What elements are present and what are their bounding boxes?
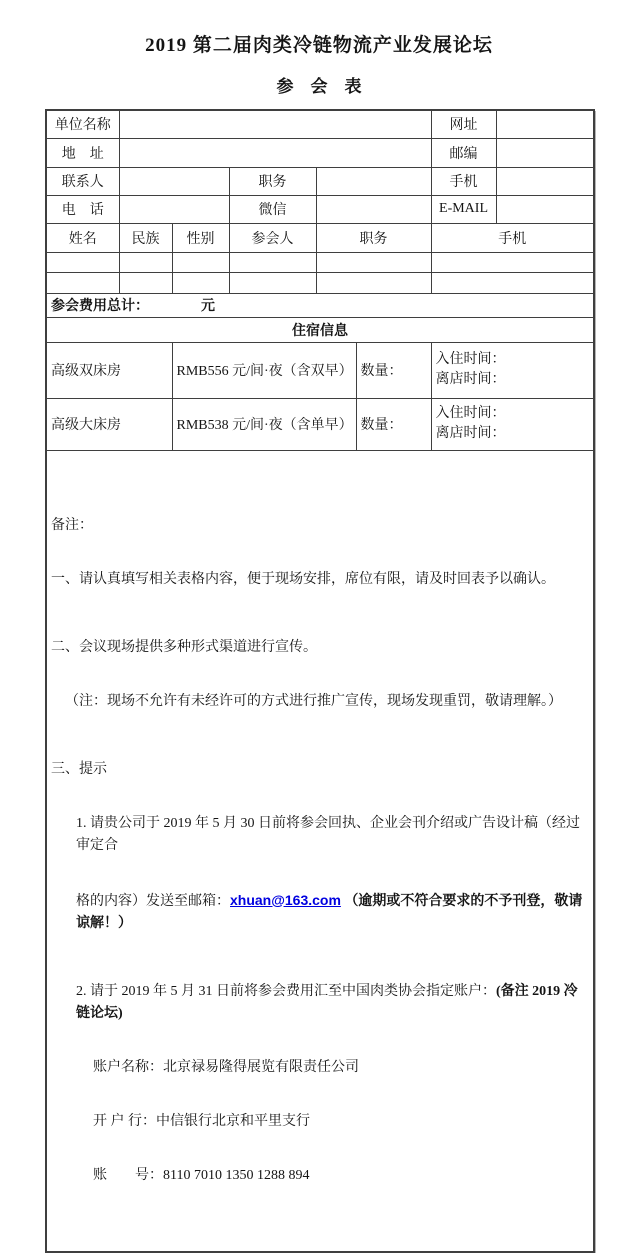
room-twin-checkin-label: 入住时间：	[435, 352, 506, 367]
registration-form-table	[45, 109, 595, 1253]
tip-2-remark: (备注 2019 冷链论坛)	[76, 983, 578, 1021]
tip-1-line-1: 1. 请贵公司于 2019 年 5 月 30 日前将参会回执、企业会刊介绍或广告设计稿（经过审定合	[76, 815, 580, 853]
attendee-header-name: 姓名	[46, 223, 119, 252]
page-subtitle: 参 会 表	[276, 77, 362, 96]
contact-person-input[interactable]	[119, 167, 229, 195]
submission-email-link[interactable]: xhuan@163.com	[230, 891, 341, 908]
attendee1-gender-input[interactable]	[172, 252, 229, 272]
zip-label: 邮编	[431, 138, 496, 167]
row-address	[46, 138, 594, 167]
address-label: 地 址	[46, 138, 119, 167]
room-row-twin	[46, 342, 594, 398]
room-row-king	[46, 398, 594, 450]
email-input[interactable]	[496, 195, 594, 223]
zip-input[interactable]	[496, 138, 594, 167]
fee-total-label: 参会费用总计：	[51, 299, 149, 314]
lodging-header-row	[46, 317, 594, 342]
mobile-label: 手机	[431, 167, 496, 195]
company-label: 单位名称	[46, 110, 119, 138]
website-label: 网址	[431, 110, 496, 138]
notes-row	[46, 450, 594, 1252]
contact-label: 联系人	[46, 167, 119, 195]
attendee2-attendee-input[interactable]	[229, 272, 316, 293]
lodging-section-title: 住宿信息	[46, 317, 594, 342]
attendee2-mobile-input[interactable]	[431, 272, 594, 293]
company-name-input[interactable]	[119, 110, 431, 138]
room-king-type: 高级大床房	[46, 398, 172, 450]
attendee-header-mobile: 手机	[431, 223, 594, 252]
tip-2-line	[51, 981, 589, 1025]
attendee-header-row	[46, 223, 594, 252]
attendee-row-2	[46, 272, 594, 293]
wechat-input[interactable]	[316, 195, 431, 223]
room-king-checkout-label: 离店时间：	[435, 426, 506, 441]
attendee-row-1	[46, 252, 594, 272]
row-contact	[46, 167, 594, 195]
notes-heading: 备注：	[51, 517, 93, 533]
attendee-header-position: 职务	[316, 223, 431, 252]
note-item-3: 三、提示	[51, 761, 107, 777]
address-input[interactable]	[119, 138, 431, 167]
room-twin-type: 高级双床房	[46, 342, 172, 398]
room-king-qty-input[interactable]: 数量：	[356, 398, 431, 450]
attendee-header-ethnicity: 民族	[119, 223, 172, 252]
attendee1-ethnicity-input[interactable]	[119, 252, 172, 272]
tip-2-prefix: 2. 请于 2019 年 5 月 31 日前将参会费用汇至中国肉类协会指定账户：	[76, 983, 496, 999]
note-item-1: 一、请认真填写相关表格内容，便于现场安排，席位有限，请及时回表予以确认。	[51, 571, 555, 587]
attendee2-ethnicity-input[interactable]	[119, 272, 172, 293]
bank-account-name: 账户名称：北京禄易隆得展览有限责任公司	[93, 1059, 359, 1075]
row-company	[46, 110, 594, 138]
page-title: 2019 第二届肉类冷链物流产业发展论坛	[145, 35, 493, 56]
room-twin-stay-input[interactable]	[431, 342, 594, 398]
phone-label: 电 话	[46, 195, 119, 223]
website-input[interactable]	[496, 110, 594, 138]
attendee1-position-input[interactable]	[316, 252, 431, 272]
tip-1-line-2-warning: （逾期或不符合要求的不予刊登，敬请谅解！）	[76, 893, 583, 931]
bank-account-number: 账 号：8110 7010 1350 1288 894	[93, 1167, 310, 1183]
contact-mobile-input[interactable]	[496, 167, 594, 195]
room-twin-qty-input[interactable]: 数量：	[356, 342, 431, 398]
note-item-2-sub: （注：现场不允许有未经许可的方式进行推广宣传，现场发现重罚，敬请理解。）	[65, 693, 562, 709]
email-label: E-MAIL	[431, 195, 496, 223]
wechat-label: 微信	[229, 195, 316, 223]
position-label: 职务	[229, 167, 316, 195]
attendee-header-attendee: 参会人	[229, 223, 316, 252]
attendee-header-gender: 性别	[172, 223, 229, 252]
attendee1-mobile-input[interactable]	[431, 252, 594, 272]
room-king-checkin-label: 入住时间：	[435, 406, 506, 421]
contact-position-input[interactable]	[316, 167, 431, 195]
attendee2-position-input[interactable]	[316, 272, 431, 293]
attendee1-attendee-input[interactable]	[229, 252, 316, 272]
attendee2-gender-input[interactable]	[172, 272, 229, 293]
room-king-price: RMB538 元/间·夜（含单早）	[172, 398, 356, 450]
row-phone	[46, 195, 594, 223]
bank-branch: 开 户 行：中信银行北京和平里支行	[93, 1113, 310, 1129]
room-twin-price: RMB556 元/间·夜（含双早）	[172, 342, 356, 398]
room-twin-checkout-label: 离店时间：	[435, 372, 506, 387]
fee-unit-label: 元	[201, 299, 215, 314]
tip-1-line-2	[51, 889, 589, 935]
fee-total-cell[interactable]	[46, 293, 594, 317]
notes-section	[46, 450, 594, 1252]
room-king-stay-input[interactable]	[431, 398, 594, 450]
tip-1-line-2-prefix: 格的内容）发送至邮箱：	[76, 893, 230, 909]
note-item-2: 二、会议现场提供多种形式渠道进行宣传。	[51, 639, 317, 655]
fee-total-row	[46, 293, 594, 317]
attendee1-name-input[interactable]	[46, 252, 119, 272]
registration-form-page	[0, 35, 638, 1183]
attendee2-name-input[interactable]	[46, 272, 119, 293]
phone-input[interactable]	[119, 195, 229, 223]
